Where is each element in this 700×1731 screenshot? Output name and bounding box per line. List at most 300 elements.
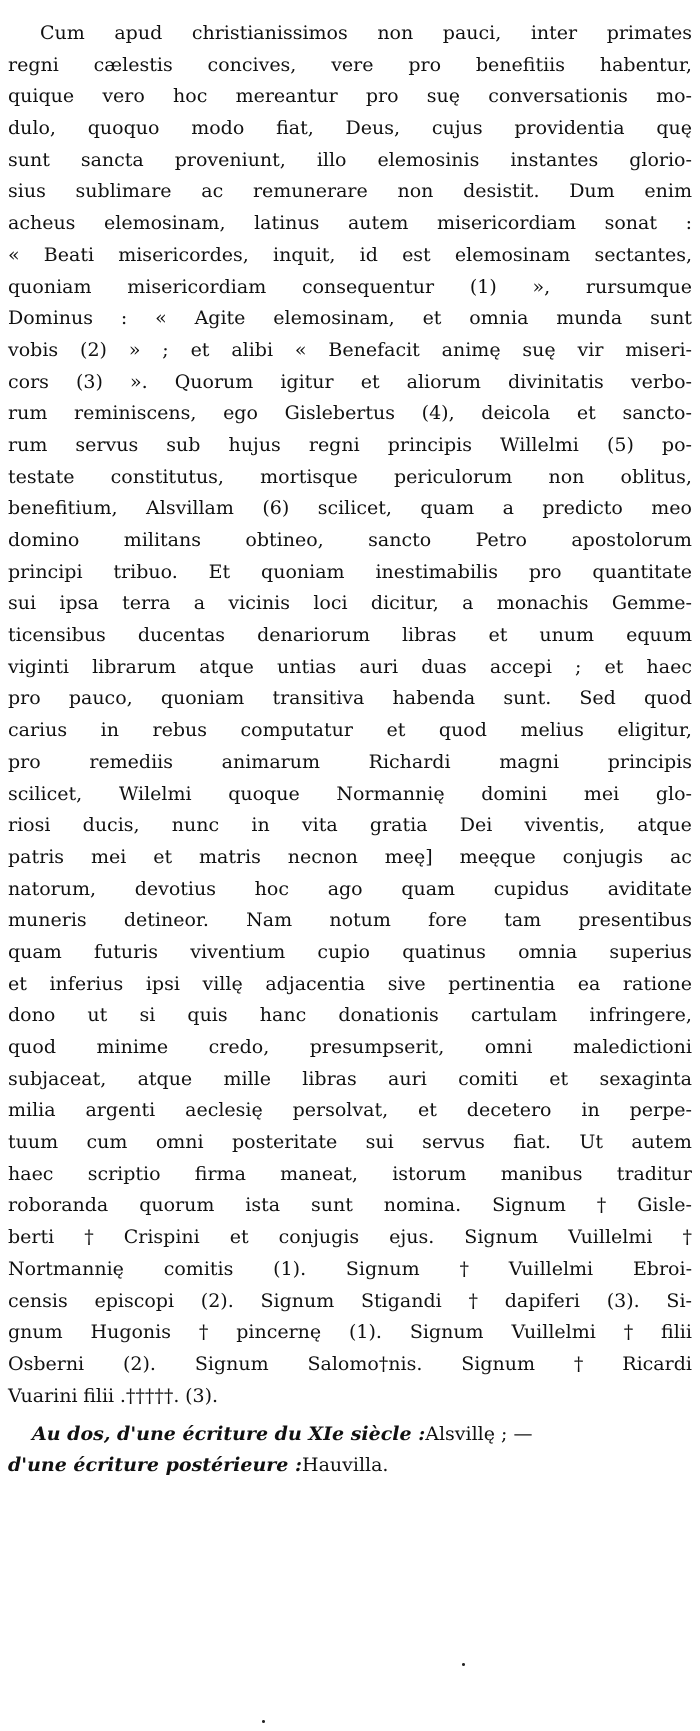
word: conversationis xyxy=(488,85,628,108)
word: dicitur, xyxy=(370,592,439,615)
word: suę xyxy=(522,338,556,361)
word: haec xyxy=(646,655,692,678)
word: transitiva xyxy=(272,687,365,710)
word: ticensibus xyxy=(8,624,106,647)
word: firma xyxy=(194,1162,246,1185)
word: Benefacit xyxy=(328,338,420,361)
word: rum xyxy=(8,402,48,425)
word: elemosinis xyxy=(377,148,480,171)
word: (6) xyxy=(262,497,290,520)
word: viventis, xyxy=(524,814,606,837)
word: rebus xyxy=(152,719,207,742)
word: filii xyxy=(83,1384,115,1407)
word: dulo, xyxy=(8,117,56,140)
text-line xyxy=(8,113,692,145)
word: regni xyxy=(308,433,360,456)
word: comitis xyxy=(163,1257,234,1280)
text-line xyxy=(8,430,692,462)
word: hoc xyxy=(254,877,289,900)
word: cartulam xyxy=(470,1004,558,1027)
word: sublimare xyxy=(75,180,172,203)
word: vere xyxy=(331,53,374,76)
word: cupio xyxy=(317,940,370,963)
word: remunerare xyxy=(252,180,368,203)
word: Ebroi- xyxy=(632,1257,692,1280)
text-line xyxy=(8,1254,692,1286)
charter-text xyxy=(8,18,692,1412)
word: quorum xyxy=(139,1194,215,1217)
word: istorum xyxy=(392,1162,467,1185)
word: quatinus xyxy=(402,940,486,963)
word: ». xyxy=(129,370,148,393)
word: filii xyxy=(661,1321,692,1344)
word: scilicet, xyxy=(317,497,392,520)
text-line xyxy=(8,874,692,906)
word: Nam xyxy=(246,909,293,932)
word: acheus xyxy=(8,212,76,235)
word: in xyxy=(251,814,270,837)
word: scilicet, xyxy=(8,782,83,805)
word: Signum xyxy=(409,1321,484,1344)
word: Dei xyxy=(459,814,493,837)
word: glo- xyxy=(655,782,692,805)
word: sunt xyxy=(650,307,692,330)
word: pro xyxy=(8,750,41,773)
word: omni xyxy=(484,1036,533,1058)
word: atque xyxy=(199,655,254,678)
word: et xyxy=(229,1226,249,1249)
word: atque xyxy=(137,1067,193,1090)
text-line xyxy=(8,1222,692,1254)
stray-dot xyxy=(262,1720,265,1723)
text-line xyxy=(8,810,692,842)
word: inquit, xyxy=(273,243,336,266)
word: cujus xyxy=(431,117,483,140)
word: sui xyxy=(8,592,37,615)
word: meę] xyxy=(384,845,433,868)
word: ego xyxy=(223,402,258,425)
word: subjaceat, xyxy=(8,1067,107,1090)
word: autem xyxy=(631,1131,692,1154)
word: villę xyxy=(202,972,243,995)
word: et xyxy=(360,370,380,393)
word: † xyxy=(596,1194,607,1217)
word: et xyxy=(190,338,210,361)
word: terra xyxy=(122,592,171,615)
word: conjugis xyxy=(562,845,644,868)
word: Nortmannię xyxy=(8,1257,124,1280)
word: aeclesię xyxy=(185,1099,263,1122)
word: reminiscens, xyxy=(74,402,197,425)
word: conjugis xyxy=(278,1226,360,1249)
dorsal-note xyxy=(0,1419,700,1482)
word: rursumque xyxy=(585,275,692,298)
word: tuum xyxy=(8,1131,59,1154)
word: ipsi xyxy=(145,972,180,995)
word: untias xyxy=(277,655,337,678)
word: Stigandi xyxy=(361,1289,442,1312)
word: (2) xyxy=(80,338,107,361)
word: et xyxy=(418,1099,437,1122)
word: minime xyxy=(96,1036,169,1058)
word: sunt. xyxy=(503,687,552,710)
word: cupidus xyxy=(493,877,570,900)
word: gnum xyxy=(8,1321,63,1344)
word: et xyxy=(8,972,27,995)
word: perpe- xyxy=(629,1099,692,1122)
word: Gemme- xyxy=(611,592,692,615)
word: a xyxy=(502,497,514,520)
word: domino xyxy=(8,529,80,551)
word: (2). xyxy=(200,1289,234,1312)
word: gratia xyxy=(369,814,428,837)
word: aliorum xyxy=(406,370,481,393)
text-line xyxy=(8,937,692,969)
word: quoniam xyxy=(8,275,92,298)
text-line xyxy=(8,176,692,208)
word: (5) xyxy=(606,433,634,456)
note-line-1 xyxy=(0,1419,700,1451)
word: pertinentia xyxy=(448,972,556,995)
word: notum xyxy=(329,909,391,932)
word: latinus xyxy=(254,212,320,235)
word: quam xyxy=(8,940,62,963)
word: : xyxy=(685,212,692,235)
word: maneat, xyxy=(280,1162,358,1185)
text-line xyxy=(8,1381,692,1413)
word: Hugonis xyxy=(90,1321,171,1344)
word: Petro xyxy=(475,529,527,551)
word: benefitiis xyxy=(475,53,565,76)
word: † xyxy=(682,1226,692,1249)
note-line-2-italic: d'une écriture postérieure : xyxy=(8,1454,302,1477)
word: et xyxy=(422,307,442,330)
word: deicola xyxy=(481,402,551,425)
word: sonat xyxy=(604,212,657,235)
word: viventium xyxy=(190,940,286,963)
word: futuris xyxy=(93,940,159,963)
word: credo, xyxy=(208,1036,270,1058)
text-line xyxy=(8,842,692,874)
word: et xyxy=(153,845,173,868)
word: nunc xyxy=(171,814,220,837)
word: riosi xyxy=(8,814,51,837)
text-line xyxy=(8,1190,692,1222)
word: et xyxy=(488,624,508,647)
word: et xyxy=(549,1067,569,1090)
word: fiat, xyxy=(276,117,314,140)
word: est xyxy=(402,243,431,266)
word: sive xyxy=(387,972,426,995)
word: Signum xyxy=(345,1257,420,1280)
word: quis xyxy=(187,1004,228,1027)
word: omnia xyxy=(518,940,578,963)
word: Salomo†nis. xyxy=(307,1352,423,1375)
word: pauci, xyxy=(442,22,502,44)
word: † xyxy=(573,1352,584,1375)
note-line-1-text: Alsvillę ; — xyxy=(425,1422,533,1445)
text-line xyxy=(8,747,692,779)
word: inferius xyxy=(49,972,124,995)
word: quam xyxy=(401,877,456,900)
word: (2). xyxy=(123,1352,156,1375)
word: donationis xyxy=(338,1004,439,1027)
word: ; xyxy=(162,338,169,361)
word: patris xyxy=(8,845,65,868)
text-line xyxy=(8,1349,692,1381)
word: quoniam xyxy=(160,687,245,710)
word: mortisque xyxy=(260,465,358,488)
word: Signum xyxy=(194,1352,269,1375)
text-line xyxy=(8,240,692,272)
text-line xyxy=(8,18,692,50)
word: desistit. xyxy=(463,180,540,203)
word: Dominus xyxy=(8,307,93,330)
word: denariorum xyxy=(257,624,370,647)
word: ducentas xyxy=(137,624,226,647)
word: Agite xyxy=(194,307,246,330)
word: obtineo, xyxy=(245,529,324,551)
word: quoque xyxy=(228,782,300,805)
word: meęque xyxy=(459,845,536,868)
note-line-2 xyxy=(0,1450,700,1482)
text-line xyxy=(8,367,692,399)
word: computatur xyxy=(240,719,353,742)
word: † xyxy=(468,1289,478,1312)
text-line xyxy=(8,525,692,557)
word: auri xyxy=(359,655,399,678)
word: quod xyxy=(8,1036,57,1058)
word: eligitur, xyxy=(617,719,692,742)
word: quod xyxy=(438,719,487,742)
word: elemosinam, xyxy=(273,307,395,330)
stray-dot xyxy=(462,1663,465,1666)
word: manibus xyxy=(500,1162,583,1185)
word: fore xyxy=(428,909,467,932)
word: in xyxy=(581,1099,600,1122)
word: traditur xyxy=(616,1162,692,1185)
word: rum xyxy=(8,433,48,456)
word: ista xyxy=(245,1194,281,1217)
word: melius xyxy=(520,719,584,742)
word: principi xyxy=(8,560,83,583)
text-line xyxy=(8,493,692,525)
word: matris xyxy=(199,845,261,868)
word: roboranda xyxy=(8,1194,109,1217)
word: Wilelmi xyxy=(118,782,192,805)
word: ac xyxy=(669,845,692,868)
word: (1) xyxy=(469,275,497,298)
word: infringere, xyxy=(589,1004,692,1027)
text-line xyxy=(8,969,692,1001)
text-line xyxy=(8,1000,692,1032)
word: mei xyxy=(90,845,127,868)
word: alibi xyxy=(231,338,274,361)
word: a xyxy=(193,592,206,615)
word: posteritate xyxy=(232,1131,338,1154)
word: pro xyxy=(8,687,41,710)
word: apud xyxy=(114,22,163,44)
word: mereantur xyxy=(235,85,338,108)
word: po- xyxy=(661,433,692,456)
word: sunt xyxy=(311,1194,353,1217)
word: sancto xyxy=(368,529,432,551)
word: christianissimos xyxy=(191,22,348,44)
word: inter xyxy=(530,22,578,44)
word: predicto xyxy=(542,497,623,520)
word: non xyxy=(377,22,414,44)
word: † xyxy=(623,1321,634,1344)
word: « xyxy=(8,243,20,266)
word: Vuillelmi xyxy=(568,1226,653,1249)
word: milia xyxy=(8,1099,56,1122)
word: remediis xyxy=(89,750,173,773)
text-line xyxy=(8,683,692,715)
word: Richardi xyxy=(368,750,451,773)
word: monachis xyxy=(496,592,589,615)
word: Cum xyxy=(40,22,85,44)
word: Quorum xyxy=(174,370,254,393)
word: pro xyxy=(408,53,442,76)
word: quique xyxy=(8,85,75,108)
text-line xyxy=(8,208,692,240)
word: servus xyxy=(422,1131,485,1154)
word: igitur xyxy=(280,370,334,393)
word: adjacentia xyxy=(265,972,366,995)
word: militans xyxy=(123,529,201,551)
word: duas xyxy=(421,655,467,678)
word: benefitium, xyxy=(8,497,118,520)
word: inestimabilis xyxy=(375,560,498,583)
word: berti xyxy=(8,1226,55,1249)
text-line xyxy=(8,1127,692,1159)
word: et xyxy=(386,719,406,742)
text-line xyxy=(8,145,692,177)
word: testate xyxy=(8,465,75,488)
word: sub xyxy=(166,433,201,456)
word: ducis, xyxy=(82,814,140,837)
word: comiti xyxy=(458,1067,518,1090)
word: miseri- xyxy=(625,338,692,361)
word: pauco, xyxy=(68,687,133,710)
word: nomina. xyxy=(383,1194,462,1217)
word: omnia xyxy=(469,307,529,330)
word: « xyxy=(294,338,307,361)
word: devotius xyxy=(134,877,216,900)
word: ; xyxy=(575,655,582,678)
word: Vuillelmi xyxy=(511,1321,596,1344)
word: a xyxy=(462,592,474,615)
word: quę xyxy=(656,117,692,140)
word: episcopi xyxy=(94,1289,175,1312)
word: vobis xyxy=(8,338,59,361)
word: dapiferi xyxy=(504,1289,580,1312)
word: Crispini xyxy=(123,1226,200,1249)
word: Sed xyxy=(579,687,616,710)
word: Normannię xyxy=(336,782,445,805)
word: apostolorum xyxy=(571,529,692,551)
word: muneris xyxy=(8,909,87,932)
word: Vuillelmi xyxy=(508,1257,594,1280)
word: sius xyxy=(8,180,46,203)
word: quam xyxy=(420,497,475,520)
word: quoniam xyxy=(261,560,345,583)
word: ago xyxy=(327,877,363,900)
word: pincernę xyxy=(236,1321,322,1344)
word: Ut xyxy=(579,1131,604,1154)
word: Et xyxy=(208,560,231,583)
word: in xyxy=(100,719,119,742)
word: atque xyxy=(637,814,692,837)
word: regni xyxy=(8,53,59,76)
word: Dum xyxy=(569,180,615,203)
word: † xyxy=(84,1226,94,1249)
text-line xyxy=(8,779,692,811)
word: : xyxy=(120,307,128,330)
word: cælestis xyxy=(93,53,173,76)
word: libras xyxy=(401,624,457,647)
word: » xyxy=(128,338,141,361)
word: Si- xyxy=(666,1289,692,1312)
word: Gisle- xyxy=(637,1194,692,1217)
text-line xyxy=(8,335,692,367)
word: tam xyxy=(504,909,542,932)
text-line xyxy=(8,1032,692,1064)
word: scriptio xyxy=(87,1162,161,1185)
word: misericordes, xyxy=(118,243,249,266)
word: (3). xyxy=(606,1289,640,1312)
word: sancto- xyxy=(622,402,692,425)
word: ipsa xyxy=(59,592,99,615)
word: (4), xyxy=(421,402,455,425)
word: non xyxy=(397,180,434,203)
word: fiat. xyxy=(513,1131,551,1154)
word: ea xyxy=(577,972,601,995)
word: animarum xyxy=(221,750,320,773)
word: misericordiam xyxy=(127,275,267,298)
word: habentur, xyxy=(599,53,692,76)
word: elemosinam, xyxy=(104,212,226,235)
word: superius xyxy=(609,940,692,963)
word: vicinis xyxy=(228,592,291,615)
word: animę xyxy=(441,338,501,361)
word: sancta xyxy=(80,148,144,171)
word: presumpserit, xyxy=(309,1036,445,1058)
word: necnon xyxy=(287,845,358,868)
word: unum xyxy=(539,624,595,647)
text-line xyxy=(8,588,692,620)
word: † xyxy=(459,1257,469,1280)
word: hoc xyxy=(173,85,208,108)
word: si xyxy=(139,1004,156,1027)
word: « xyxy=(155,307,167,330)
word: illo xyxy=(316,148,347,171)
text-line xyxy=(8,1095,692,1127)
word: hanc xyxy=(259,1004,307,1027)
word: (1). xyxy=(349,1321,382,1344)
word: sui xyxy=(365,1131,394,1154)
word: habenda xyxy=(392,687,476,710)
text-line xyxy=(8,715,692,747)
word: viginti xyxy=(8,655,69,678)
word: mille xyxy=(223,1067,271,1090)
word: accepi xyxy=(489,655,552,678)
word: persolvat, xyxy=(292,1099,389,1122)
word: vita xyxy=(301,814,338,837)
word: sectantes, xyxy=(594,243,692,266)
text-line xyxy=(8,81,692,113)
word: quoquo xyxy=(87,117,160,140)
